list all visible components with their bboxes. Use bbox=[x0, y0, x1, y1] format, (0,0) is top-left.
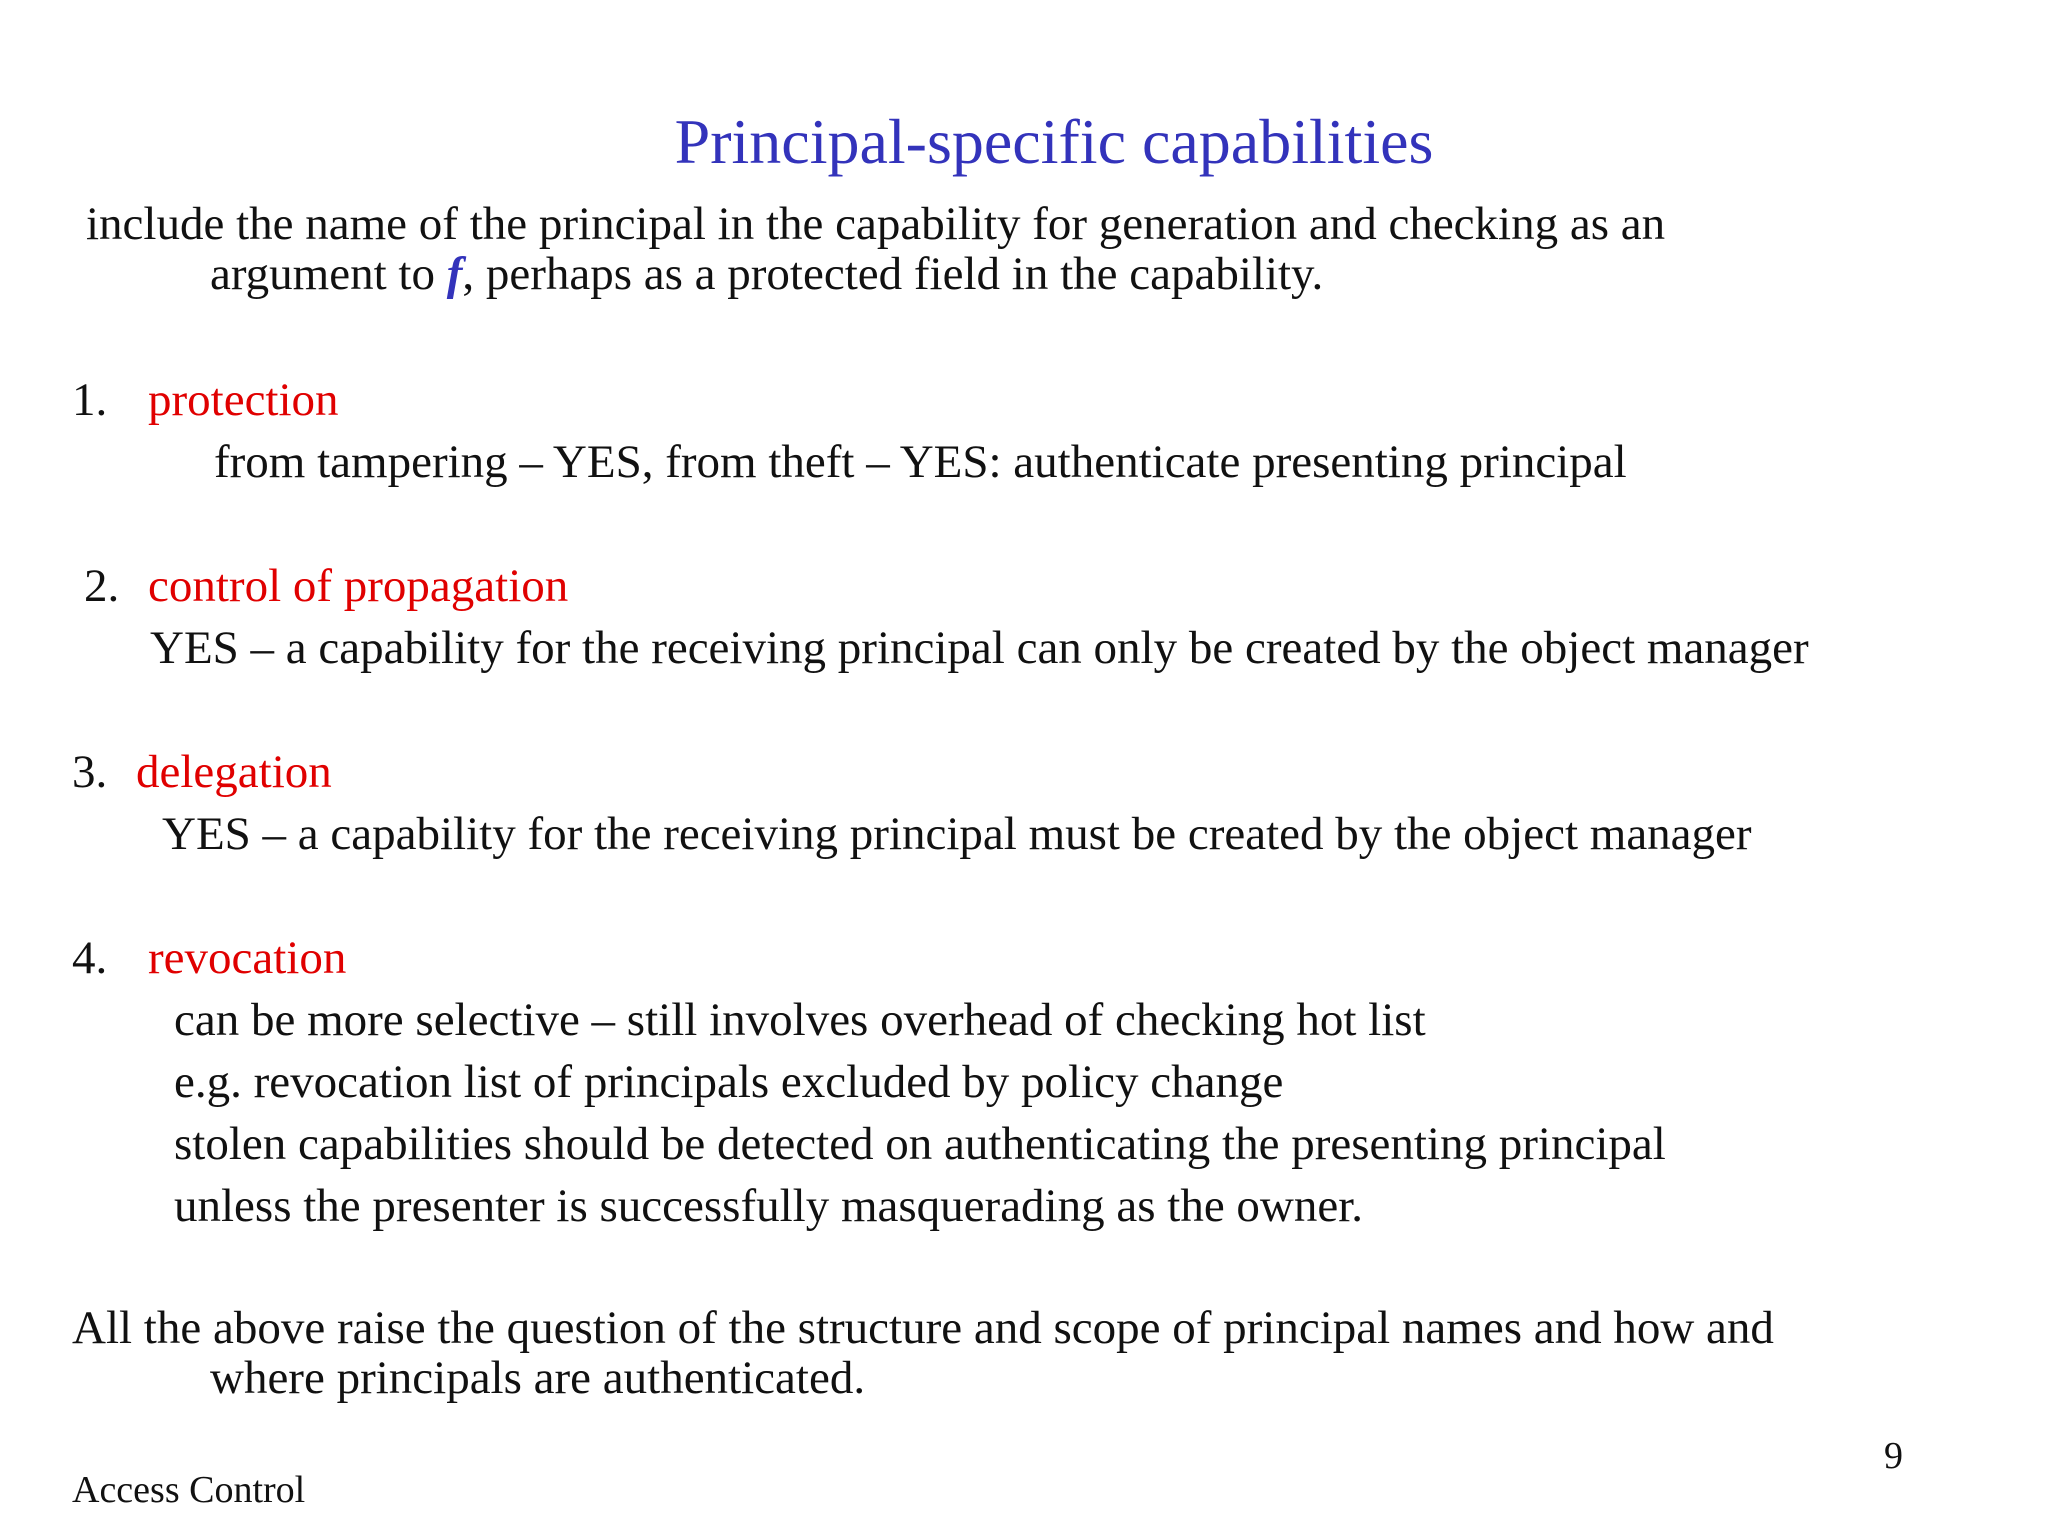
item-2-heading: control of propagation bbox=[148, 560, 569, 612]
item-1-number: 1. bbox=[72, 374, 108, 426]
item-1-heading: protection bbox=[148, 374, 339, 426]
intro-line-2-suffix: , perhaps as a protected field in the capability. bbox=[462, 248, 1324, 300]
item-3-number: 3. bbox=[72, 746, 108, 798]
conclusion-line-1: All the above raise the question of the structure and scope of principal names and how and bbox=[72, 1302, 1774, 1354]
item-4-number: 4. bbox=[72, 932, 108, 984]
page-title: Principal-specific capabilities bbox=[674, 106, 1434, 177]
item-4-line-2: e.g. revocation list of principals excluded by policy change bbox=[174, 1056, 1284, 1108]
intro-line-1: include the name of the principal in the capability for generation and checking as an bbox=[86, 198, 1666, 250]
item-3-heading: delegation bbox=[136, 746, 332, 798]
footer-label: Access Control bbox=[72, 1469, 306, 1511]
item-4-line-3: stolen capabilities should be detected on authenticating the presenting principal bbox=[174, 1118, 1666, 1170]
conclusion-line-2: where principals are authenticated. bbox=[210, 1352, 866, 1404]
item-2-number: 2. bbox=[84, 560, 120, 612]
function-f: f bbox=[446, 248, 463, 300]
intro-line-2-prefix: argument to bbox=[210, 248, 447, 300]
page-number: 9 bbox=[1884, 1435, 1903, 1477]
item-2-line-1: YES – a capability for the receiving principal can only be created by the object manager bbox=[150, 622, 1809, 674]
item-4-line-1: can be more selective – still involves overhead of checking hot list bbox=[174, 994, 1426, 1046]
intro-line-2 bbox=[210, 248, 1323, 300]
item-1-line-1: from tampering – YES, from theft – YES: authenticate presenting principal bbox=[214, 436, 1627, 488]
item-3-line-1: YES – a capability for the receiving principal must be created by the object manager bbox=[162, 808, 1752, 860]
item-4-line-4: unless the presenter is successfully masquerading as the owner. bbox=[174, 1180, 1364, 1232]
item-4-heading: revocation bbox=[148, 932, 347, 984]
